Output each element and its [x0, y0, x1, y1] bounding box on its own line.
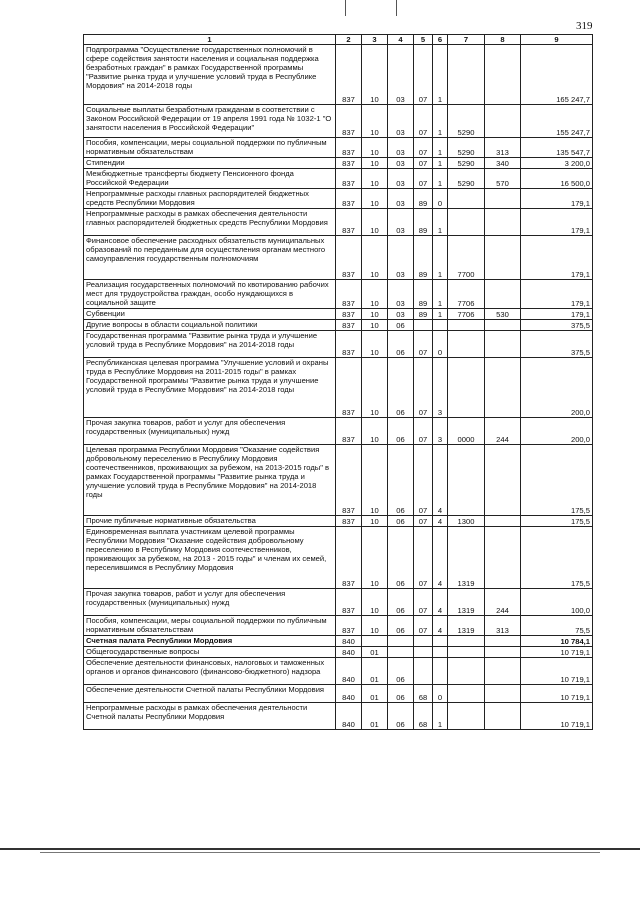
binding-mark-right [396, 0, 397, 16]
code-cell-c7: 7706 [448, 309, 485, 320]
code-cell-c6: 0 [433, 189, 448, 209]
table-row [84, 309, 593, 320]
amount-cell: 10 719,1 [521, 647, 593, 658]
code-cell-c3: 10 [362, 358, 388, 418]
code-cell-c6: 0 [433, 685, 448, 703]
header-cell: 5 [414, 35, 433, 45]
code-cell-c7: 7700 [448, 236, 485, 280]
row-name: Прочая закупка товаров, работ и услуг для обеспечения государственных (муниципальных) нужд [84, 418, 336, 445]
code-cell-c6: 1 [433, 105, 448, 138]
code-cell-c4: 03 [388, 138, 414, 158]
header-cell: 8 [485, 35, 521, 45]
table-row [84, 158, 593, 169]
row-name: Единовременная выплата участникам целевой программы Республики Мордовия "Оказание содействия добровольному переселению в Республику Мордовия соотечественников, проживающих за рубежом, на 2013 - 2015 годы" и членам их семей, переселившимся в Республику Мордовия [84, 527, 336, 589]
code-cell-c5: 89 [414, 309, 433, 320]
code-cell-c2: 840 [336, 658, 362, 685]
code-cell-c4: 03 [388, 105, 414, 138]
amount-cell: 375,5 [521, 320, 593, 331]
code-cell-c4: 03 [388, 209, 414, 236]
code-cell-c2: 837 [336, 516, 362, 527]
code-cell-c5: 07 [414, 445, 433, 516]
code-cell-c4: 06 [388, 703, 414, 730]
table-row [84, 189, 593, 209]
code-cell-c3: 10 [362, 331, 388, 358]
code-cell-c2: 837 [336, 280, 362, 309]
code-cell-c7 [448, 189, 485, 209]
table-row [84, 236, 593, 280]
table-row [84, 703, 593, 730]
code-cell-c3: 01 [362, 658, 388, 685]
code-cell-c8 [485, 527, 521, 589]
header-cell: 3 [362, 35, 388, 45]
row-name: Счетная палата Республики Мордовия [84, 636, 336, 647]
table-row [84, 358, 593, 418]
amount-cell: 10 784,1 [521, 636, 593, 647]
code-cell-c7 [448, 658, 485, 685]
code-cell-c2: 837 [336, 309, 362, 320]
code-cell-c6 [433, 647, 448, 658]
row-name: Финансовое обеспечение расходных обязательств муниципальных образований по переданным для осуществления органам местного самоуправления государственным полномочиям [84, 236, 336, 280]
code-cell-c2: 837 [336, 209, 362, 236]
code-cell-c4: 06 [388, 658, 414, 685]
code-cell-c6: 1 [433, 158, 448, 169]
code-cell-c3: 10 [362, 280, 388, 309]
code-cell-c8 [485, 647, 521, 658]
amount-cell: 175,5 [521, 445, 593, 516]
code-cell-c4: 06 [388, 320, 414, 331]
table-row [84, 658, 593, 685]
row-name: Субвенции [84, 309, 336, 320]
code-cell-c2: 837 [336, 320, 362, 331]
code-cell-c5 [414, 647, 433, 658]
amount-cell: 10 719,1 [521, 703, 593, 730]
code-cell-c8: 244 [485, 589, 521, 616]
header-cell: 7 [448, 35, 485, 45]
row-name: Прочая закупка товаров, работ и услуг для обеспечения государственных (муниципальных) нужд [84, 589, 336, 616]
code-cell-c4: 03 [388, 158, 414, 169]
code-cell-c8: 313 [485, 138, 521, 158]
amount-cell: 179,1 [521, 236, 593, 280]
code-cell-c3: 10 [362, 138, 388, 158]
code-cell-c5: 07 [414, 418, 433, 445]
code-cell-c3: 10 [362, 445, 388, 516]
code-cell-c8 [485, 320, 521, 331]
code-cell-c4: 06 [388, 331, 414, 358]
row-name: Общегосударственные вопросы [84, 647, 336, 658]
amount-cell: 100,0 [521, 589, 593, 616]
code-cell-c8: 244 [485, 418, 521, 445]
code-cell-c8 [485, 445, 521, 516]
code-cell-c4: 03 [388, 45, 414, 105]
code-cell-c5: 89 [414, 209, 433, 236]
code-cell-c8 [485, 105, 521, 138]
table-row [84, 418, 593, 445]
code-cell-c3: 10 [362, 189, 388, 209]
amount-cell: 179,1 [521, 309, 593, 320]
code-cell-c2: 837 [336, 45, 362, 105]
code-cell-c6 [433, 636, 448, 647]
code-cell-c6 [433, 320, 448, 331]
code-cell-c3: 10 [362, 158, 388, 169]
row-name: Реализация государственных полномочий по квотированию рабочих мест для трудоустройства граждан, особо нуждающихся в социальной защите [84, 280, 336, 309]
code-cell-c3 [362, 636, 388, 647]
code-cell-c5: 07 [414, 589, 433, 616]
code-cell-c3: 10 [362, 105, 388, 138]
row-name: Республиканская целевая программа "Улучшение условий и охраны труда в Республике Мордовия на 2011-2015 годы" в рамках Государственной программы "Развитие рынка труда и улучшение условий труда в Республике Мордовия" на 2014-2018 годы [84, 358, 336, 418]
code-cell-c5: 89 [414, 189, 433, 209]
code-cell-c5: 07 [414, 45, 433, 105]
code-cell-c7 [448, 209, 485, 236]
code-cell-c6: 1 [433, 703, 448, 730]
code-cell-c8 [485, 236, 521, 280]
table-row [84, 105, 593, 138]
code-cell-c7 [448, 358, 485, 418]
code-cell-c2: 837 [336, 589, 362, 616]
bottom-rule-thin [40, 852, 600, 853]
amount-cell: 179,1 [521, 209, 593, 236]
code-cell-c4: 06 [388, 685, 414, 703]
code-cell-c5: 07 [414, 331, 433, 358]
table-row [84, 209, 593, 236]
code-cell-c6: 1 [433, 209, 448, 236]
row-name: Другие вопросы в области социальной политики [84, 320, 336, 331]
bottom-rule [0, 848, 640, 850]
code-cell-c8 [485, 358, 521, 418]
code-cell-c2: 837 [336, 445, 362, 516]
code-cell-c6: 4 [433, 527, 448, 589]
amount-cell: 155 247,7 [521, 105, 593, 138]
amount-cell: 10 719,1 [521, 685, 593, 703]
amount-cell: 135 547,7 [521, 138, 593, 158]
code-cell-c8 [485, 189, 521, 209]
code-cell-c7 [448, 45, 485, 105]
code-cell-c7: 5290 [448, 105, 485, 138]
amount-cell: 75,5 [521, 616, 593, 636]
code-cell-c7 [448, 320, 485, 331]
code-cell-c6: 1 [433, 280, 448, 309]
code-cell-c7: 0000 [448, 418, 485, 445]
code-cell-c2: 837 [336, 418, 362, 445]
amount-cell: 10 719,1 [521, 658, 593, 685]
amount-cell: 375,5 [521, 331, 593, 358]
table-row [84, 527, 593, 589]
code-cell-c6: 1 [433, 138, 448, 158]
budget-table [83, 34, 593, 730]
table-row [84, 616, 593, 636]
header-cell: 6 [433, 35, 448, 45]
amount-cell: 175,5 [521, 516, 593, 527]
table-row [84, 685, 593, 703]
code-cell-c4: 03 [388, 189, 414, 209]
row-name: Целевая программа Республики Мордовия "Оказание содействия добровольному переселению в Республику Мордовия соотечественников, проживающих за рубежом, на 2013-2015 годы" в рамках Государственной программы "Развитие рынка труда и улучшение условий труда в Республике Мордовия" на 2014-2018 годы [84, 445, 336, 516]
binding-mark-left [345, 0, 346, 16]
code-cell-c2: 840 [336, 703, 362, 730]
code-cell-c3: 10 [362, 236, 388, 280]
code-cell-c8: 313 [485, 616, 521, 636]
code-cell-c2: 840 [336, 685, 362, 703]
table-row [84, 636, 593, 647]
code-cell-c3: 10 [362, 589, 388, 616]
code-cell-c5: 89 [414, 236, 433, 280]
code-cell-c4: 06 [388, 516, 414, 527]
code-cell-c5: 68 [414, 685, 433, 703]
code-cell-c6: 0 [433, 331, 448, 358]
code-cell-c6: 4 [433, 616, 448, 636]
code-cell-c6: 1 [433, 169, 448, 189]
table-row [84, 516, 593, 527]
header-cell: 4 [388, 35, 414, 45]
code-cell-c2: 837 [336, 236, 362, 280]
code-cell-c4: 03 [388, 236, 414, 280]
code-cell-c7: 5290 [448, 158, 485, 169]
table-row [84, 169, 593, 189]
code-cell-c5 [414, 658, 433, 685]
row-name: Пособия, компенсации, меры социальной поддержки по публичным нормативным обязательствам [84, 616, 336, 636]
code-cell-c6: 4 [433, 589, 448, 616]
code-cell-c4 [388, 647, 414, 658]
code-cell-c7 [448, 331, 485, 358]
code-cell-c5: 07 [414, 358, 433, 418]
code-cell-c8 [485, 658, 521, 685]
row-name: Прочие публичные нормативные обязательства [84, 516, 336, 527]
code-cell-c7: 5290 [448, 169, 485, 189]
code-cell-c2: 837 [336, 105, 362, 138]
code-cell-c8 [485, 331, 521, 358]
code-cell-c3: 10 [362, 45, 388, 105]
code-cell-c4: 06 [388, 358, 414, 418]
amount-cell: 179,1 [521, 189, 593, 209]
row-name: Обеспечение деятельности Счетной палаты Республики Мордовия [84, 685, 336, 703]
code-cell-c8: 530 [485, 309, 521, 320]
code-cell-c3: 10 [362, 309, 388, 320]
code-cell-c2: 837 [336, 331, 362, 358]
code-cell-c6 [433, 658, 448, 685]
code-cell-c7: 1300 [448, 516, 485, 527]
amount-cell: 3 200,0 [521, 158, 593, 169]
code-cell-c4 [388, 636, 414, 647]
code-cell-c2: 837 [336, 138, 362, 158]
code-cell-c4: 03 [388, 280, 414, 309]
code-cell-c7 [448, 703, 485, 730]
table-row [84, 647, 593, 658]
code-cell-c2: 837 [336, 527, 362, 589]
row-name: Государственная программа "Развитие рынка труда и улучшение условий труда в Республике Мордовия" на 2014-2018 годы [84, 331, 336, 358]
table-row [84, 320, 593, 331]
row-name: Непрограммные расходы в рамках обеспечения деятельности главных распорядителей бюджетных средств Республики Мордовия [84, 209, 336, 236]
page-number: 319 [576, 20, 593, 32]
row-name: Непрограммные расходы в рамках обеспечения деятельности Счетной палаты Республики Мордовия [84, 703, 336, 730]
code-cell-c8 [485, 703, 521, 730]
code-cell-c8: 340 [485, 158, 521, 169]
table-row [84, 45, 593, 105]
amount-cell: 200,0 [521, 418, 593, 445]
code-cell-c4: 06 [388, 527, 414, 589]
row-name: Пособия, компенсации, меры социальной поддержки по публичным нормативным обязательствам [84, 138, 336, 158]
code-cell-c6: 4 [433, 445, 448, 516]
code-cell-c8 [485, 516, 521, 527]
code-cell-c2: 840 [336, 636, 362, 647]
code-cell-c3: 10 [362, 527, 388, 589]
code-cell-c5: 07 [414, 169, 433, 189]
code-cell-c5: 07 [414, 516, 433, 527]
code-cell-c2: 840 [336, 647, 362, 658]
code-cell-c2: 837 [336, 158, 362, 169]
code-cell-c8 [485, 209, 521, 236]
code-cell-c2: 837 [336, 358, 362, 418]
code-cell-c5: 07 [414, 616, 433, 636]
row-name: Стипендии [84, 158, 336, 169]
amount-cell: 200,0 [521, 358, 593, 418]
header-row [84, 35, 593, 45]
code-cell-c8 [485, 280, 521, 309]
code-cell-c3: 10 [362, 320, 388, 331]
code-cell-c6: 1 [433, 309, 448, 320]
code-cell-c2: 837 [336, 616, 362, 636]
code-cell-c5: 07 [414, 138, 433, 158]
code-cell-c5: 89 [414, 280, 433, 309]
code-cell-c4: 06 [388, 445, 414, 516]
code-cell-c5: 68 [414, 703, 433, 730]
amount-cell: 179,1 [521, 280, 593, 309]
row-name: Обеспечение деятельности финансовых, налоговых и таможенных органов и органов финансового (финансово-бюджетного) надзора [84, 658, 336, 685]
code-cell-c5: 07 [414, 527, 433, 589]
code-cell-c4: 06 [388, 589, 414, 616]
code-cell-c4: 03 [388, 169, 414, 189]
table-row [84, 280, 593, 309]
code-cell-c3: 01 [362, 647, 388, 658]
row-name: Социальные выплаты безработным гражданам в соответствии с Законом Российской Федерации от 19 апреля 1991 года № 1032-1 "О занятости населения в Российской Федерации" [84, 105, 336, 138]
row-name: Межбюджетные трансферты бюджету Пенсионного фонда Российской Федерации [84, 169, 336, 189]
code-cell-c3: 10 [362, 169, 388, 189]
code-cell-c6: 3 [433, 418, 448, 445]
code-cell-c7 [448, 636, 485, 647]
code-cell-c5: 07 [414, 105, 433, 138]
code-cell-c8 [485, 45, 521, 105]
code-cell-c5 [414, 636, 433, 647]
code-cell-c5: 07 [414, 158, 433, 169]
table-row [84, 331, 593, 358]
code-cell-c7 [448, 445, 485, 516]
code-cell-c3: 10 [362, 209, 388, 236]
code-cell-c8: 570 [485, 169, 521, 189]
code-cell-c7: 7706 [448, 280, 485, 309]
amount-cell: 16 500,0 [521, 169, 593, 189]
amount-cell: 165 247,7 [521, 45, 593, 105]
code-cell-c3: 10 [362, 516, 388, 527]
header-cell: 2 [336, 35, 362, 45]
code-cell-c6: 1 [433, 236, 448, 280]
header-cell: 9 [521, 35, 593, 45]
code-cell-c7 [448, 685, 485, 703]
code-cell-c7: 1319 [448, 527, 485, 589]
code-cell-c2: 837 [336, 189, 362, 209]
code-cell-c3: 01 [362, 703, 388, 730]
code-cell-c7 [448, 647, 485, 658]
code-cell-c6: 4 [433, 516, 448, 527]
header-cell: 1 [84, 35, 336, 45]
row-name: Непрограммные расходы главных распорядителей бюджетных средств Республики Мордовия [84, 189, 336, 209]
table-row [84, 138, 593, 158]
code-cell-c6: 1 [433, 45, 448, 105]
code-cell-c7: 1319 [448, 616, 485, 636]
table-row [84, 589, 593, 616]
code-cell-c4: 06 [388, 418, 414, 445]
code-cell-c6: 3 [433, 358, 448, 418]
code-cell-c4: 03 [388, 309, 414, 320]
code-cell-c3: 10 [362, 418, 388, 445]
code-cell-c8 [485, 685, 521, 703]
row-name: Подпрограмма "Осуществление государственных полномочий в сфере содействия занятости населения и социальная поддержка безработных граждан" в рамках Государственной программы "Развитие рынка труда и улучшение условий труда в Республике Мордовия" на 2014-2018 годы [84, 45, 336, 105]
code-cell-c4: 06 [388, 616, 414, 636]
code-cell-c8 [485, 636, 521, 647]
code-cell-c5 [414, 320, 433, 331]
code-cell-c3: 10 [362, 616, 388, 636]
code-cell-c3: 01 [362, 685, 388, 703]
amount-cell: 175,5 [521, 527, 593, 589]
code-cell-c2: 837 [336, 169, 362, 189]
table-row [84, 445, 593, 516]
code-cell-c7: 1319 [448, 589, 485, 616]
code-cell-c7: 5290 [448, 138, 485, 158]
